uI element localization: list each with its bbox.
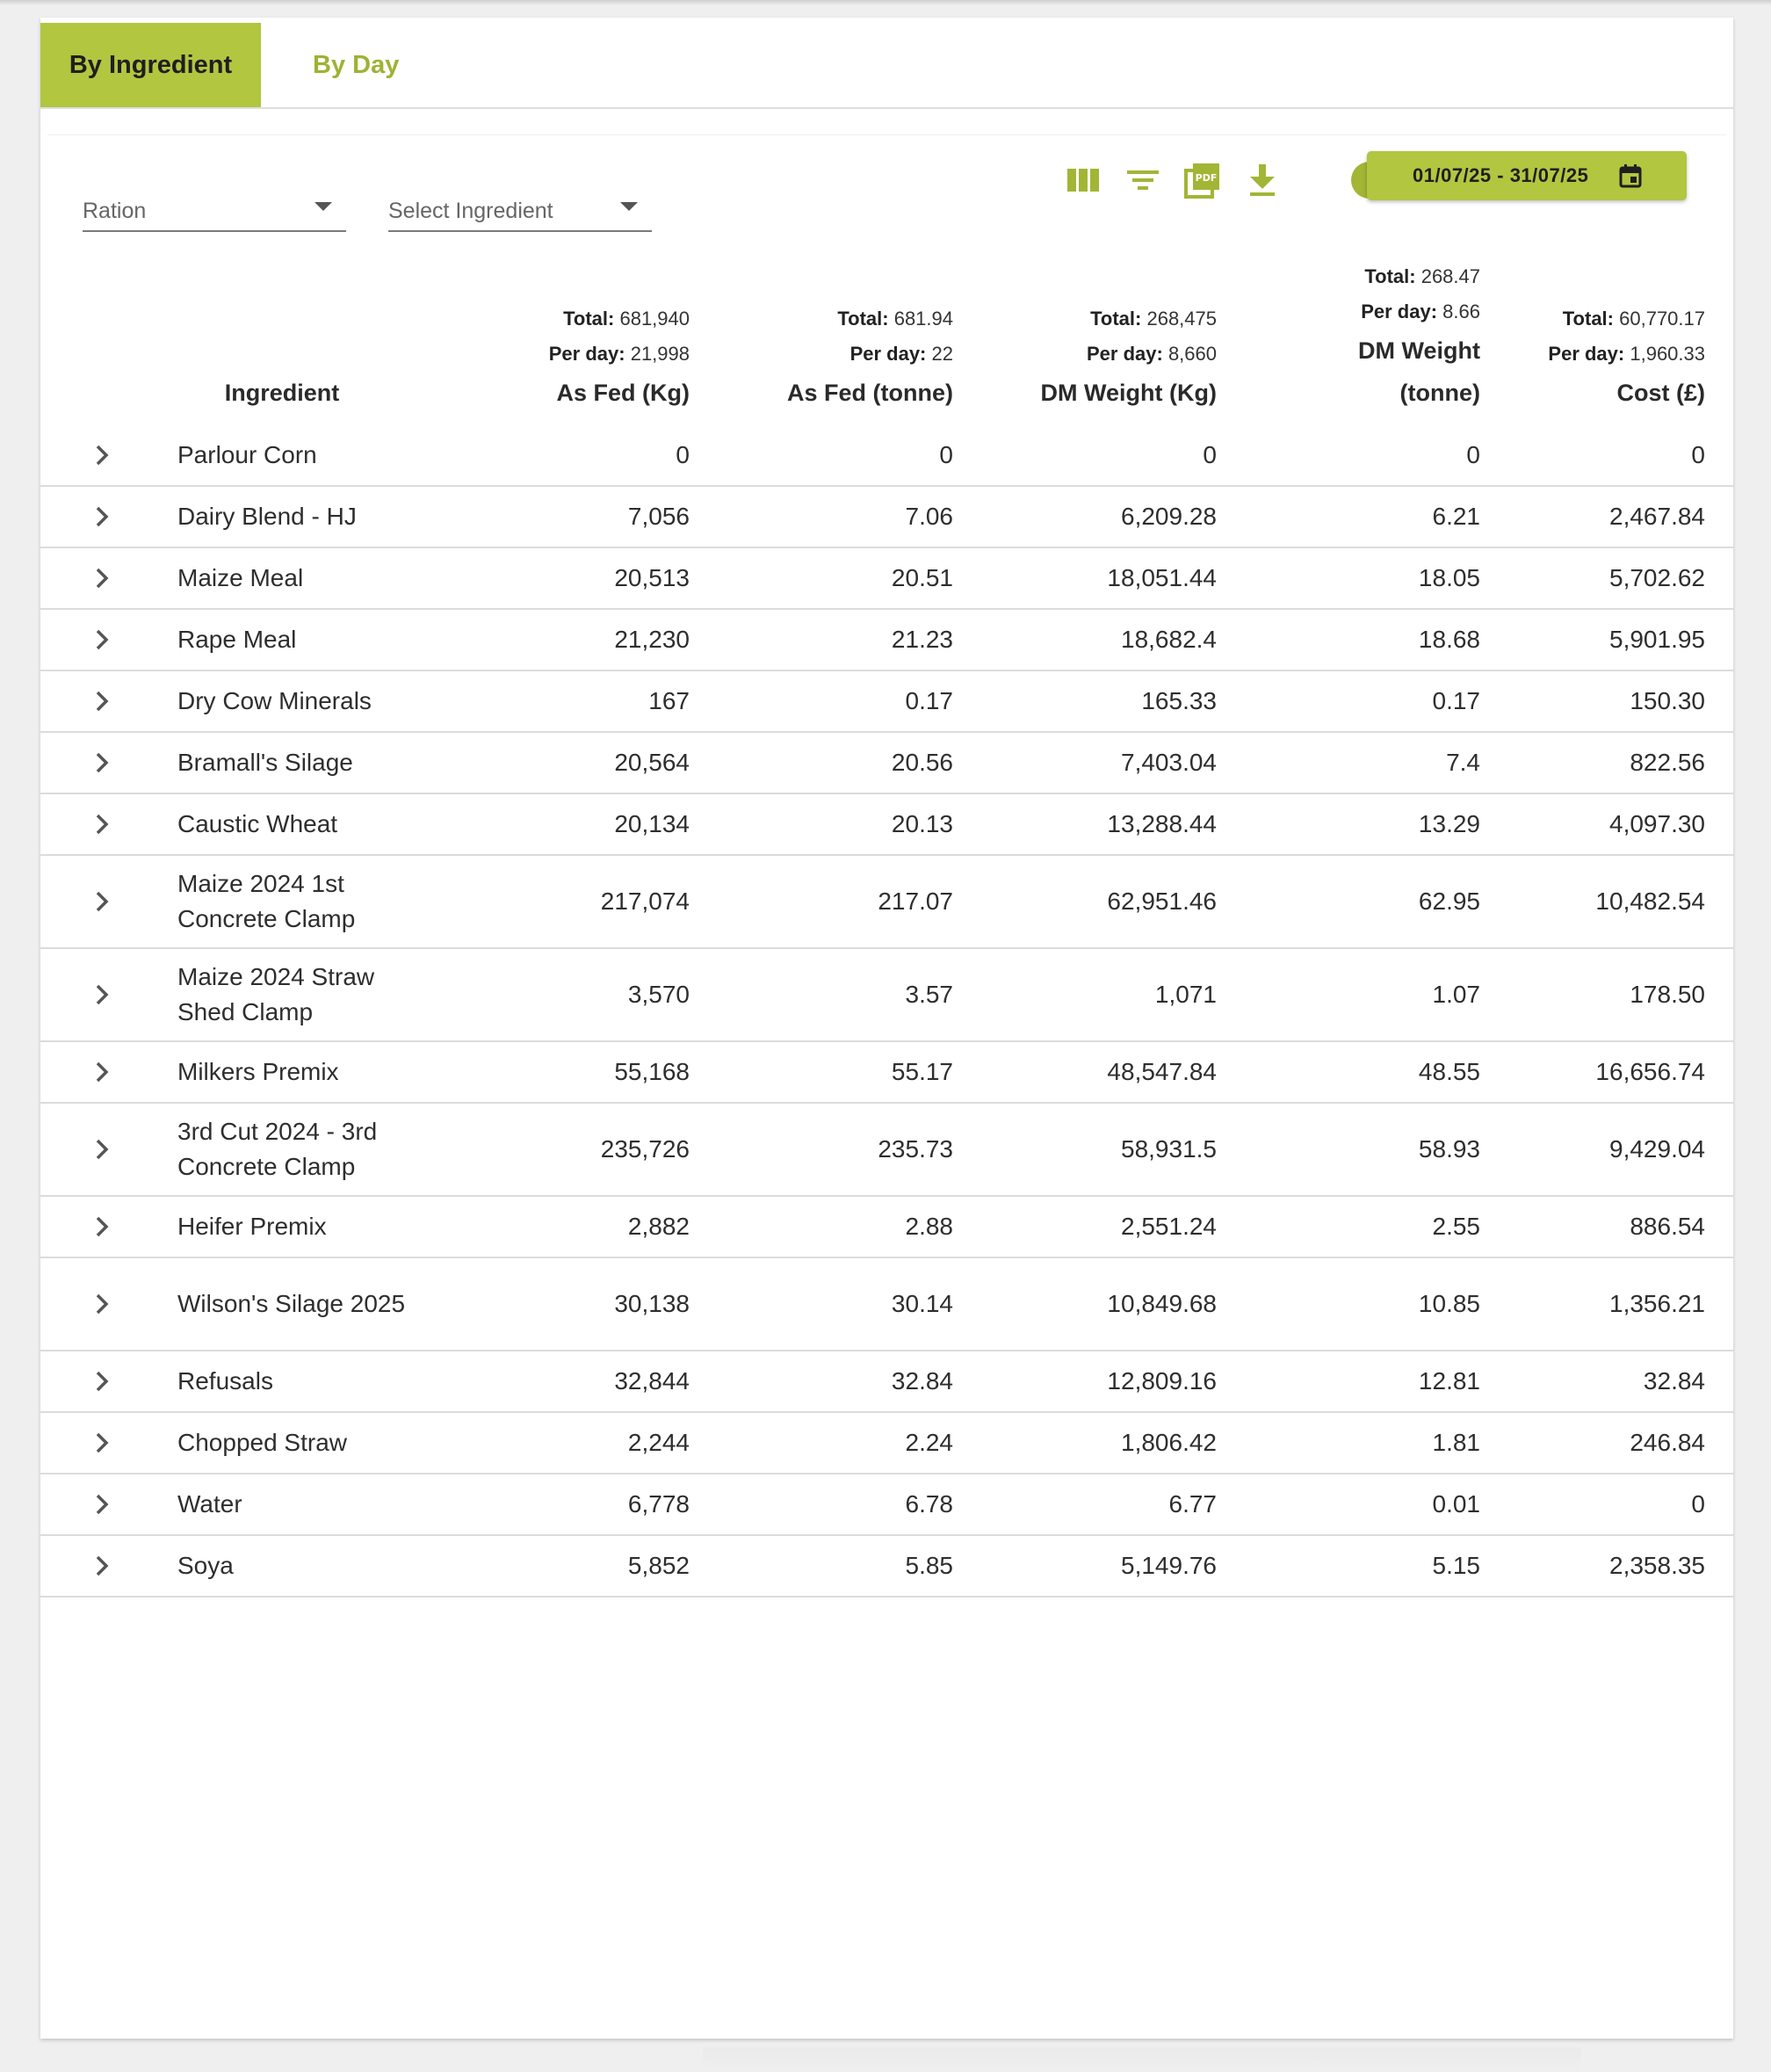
table-cell: 55,168	[614, 1058, 690, 1085]
chevron-right-icon[interactable]	[86, 1427, 118, 1459]
table-cell: 7,403.04	[1121, 749, 1217, 776]
table-cell: 2.55	[1432, 1213, 1480, 1240]
table-cell: 6,209.28	[1121, 503, 1217, 530]
chevron-right-icon[interactable]	[86, 1134, 118, 1165]
table-row[interactable]	[40, 1258, 1733, 1351]
table-cell: 886.54	[1630, 1213, 1705, 1240]
table-cell: 32.84	[1643, 1367, 1705, 1395]
table-row[interactable]	[40, 949, 1733, 1042]
filter-icon	[1125, 165, 1160, 195]
header-per-day: Per day: 8,660	[1086, 343, 1217, 365]
header-total: Total: 60,770.17	[1562, 308, 1705, 330]
chevron-right-icon[interactable]	[86, 439, 118, 471]
chevron-right-icon[interactable]	[86, 501, 118, 532]
table-cell: 2.24	[905, 1429, 953, 1456]
calendar-icon	[1618, 163, 1643, 188]
pdf-icon	[1184, 162, 1221, 199]
divider	[47, 134, 1726, 135]
table-row[interactable]	[40, 856, 1733, 949]
table-cell: 1,806.42	[1121, 1429, 1217, 1456]
table-cell: 0	[1466, 441, 1480, 468]
header-cost-title: Cost (£)	[1616, 380, 1705, 406]
table-cell: 18,051.44	[1107, 564, 1217, 591]
table-cell: 9,429.04	[1609, 1135, 1705, 1163]
chevron-right-icon[interactable]	[86, 624, 118, 656]
ingredient-name: Dairy Blend - HJ	[177, 503, 357, 530]
ingredient-name: Heifer Premix	[177, 1213, 327, 1240]
columns-button[interactable]	[1061, 158, 1105, 202]
table-cell: 0	[1203, 441, 1217, 468]
table-cell: 5.85	[905, 1552, 953, 1579]
table-cell: 3,570	[627, 981, 690, 1008]
chevron-right-icon[interactable]	[86, 808, 118, 840]
header-ingredient-title: Ingredient	[224, 380, 340, 406]
report-card	[40, 18, 1733, 2039]
ingredient-select[interactable]	[388, 176, 652, 232]
ingredient-name: Dry Cow Minerals	[177, 687, 372, 714]
table-cell: 20.51	[891, 564, 953, 591]
table-cell: 18.05	[1418, 564, 1480, 591]
table-row[interactable]	[40, 1197, 1733, 1258]
table-cell: 21.23	[891, 626, 953, 653]
table-cell: 5,149.76	[1121, 1552, 1217, 1579]
filter-button[interactable]	[1121, 158, 1165, 202]
ingredient-name: Caustic Wheat	[177, 810, 338, 837]
header-per-day: Per day: 1,960.33	[1548, 343, 1705, 365]
pdf-export-button[interactable]	[1181, 158, 1225, 202]
table-cell: 246.84	[1630, 1429, 1705, 1456]
table-cell: 165.33	[1141, 687, 1217, 714]
table-cell: 0.01	[1432, 1490, 1480, 1518]
table-row[interactable]	[40, 733, 1733, 794]
header-per-day: Per day: 21,998	[548, 343, 690, 365]
table-cell: 58,931.5	[1121, 1135, 1217, 1163]
table-cell: 48,547.84	[1107, 1058, 1217, 1085]
table-cell: 20,134	[614, 810, 690, 837]
table-cell: 0	[939, 441, 953, 468]
table-cell: 5,702.62	[1609, 564, 1705, 591]
table-cell: 12.81	[1418, 1367, 1480, 1395]
date-range-button[interactable]	[1367, 151, 1687, 200]
table-cell: 235,726	[600, 1135, 690, 1163]
chevron-down-icon	[620, 202, 638, 211]
chevron-right-icon[interactable]	[86, 1550, 118, 1582]
table-cell: 30.14	[891, 1290, 953, 1317]
bottom-shadow	[703, 2047, 1581, 2072]
table-cell: 20.56	[891, 749, 953, 776]
table-row[interactable]	[40, 794, 1733, 856]
ingredient-name: Chopped Straw	[177, 1429, 348, 1456]
header-per-day: Per day: 22	[849, 343, 953, 365]
ingredient-name: Wilson's Silage 2025	[177, 1290, 406, 1317]
table-cell: 62.95	[1418, 887, 1480, 915]
table-cell: 16,656.74	[1595, 1058, 1705, 1085]
table-cell: 5,901.95	[1609, 626, 1705, 653]
table-cell: 6.21	[1432, 503, 1480, 530]
table-cell: 21,230	[614, 626, 690, 653]
table-cell: 7.4	[1446, 749, 1480, 776]
table-row[interactable]	[40, 1351, 1733, 1413]
table-cell: 12,809.16	[1107, 1367, 1217, 1395]
ingredient-name: Bramall's Silage	[177, 749, 353, 776]
table-cell: 2,244	[627, 1429, 690, 1456]
table-cell: 18,682.4	[1121, 626, 1217, 653]
table-cell: 30,138	[614, 1290, 690, 1317]
table-body	[40, 425, 1733, 1597]
table-cell: 0	[1691, 1490, 1705, 1518]
header-dm-weight-kg-title: DM Weight (Kg)	[1040, 380, 1217, 406]
table-cell: 18.68	[1418, 626, 1480, 653]
header-cost[interactable]	[1548, 301, 1705, 414]
chevron-right-icon[interactable]	[86, 1489, 118, 1520]
table-cell: 32,844	[614, 1367, 690, 1395]
table-cell: 0	[676, 441, 690, 468]
header-per-day: Per day: 8.66	[1361, 301, 1480, 322]
ingredient-name: Soya	[177, 1552, 234, 1579]
table-cell: 150.30	[1630, 687, 1705, 714]
chevron-right-icon[interactable]	[86, 562, 118, 594]
table-cell: 13.29	[1418, 810, 1480, 837]
table-cell: 55.17	[891, 1058, 953, 1085]
table-cell: 2,551.24	[1121, 1213, 1217, 1240]
ingredient-name: Maize 2024 1st Concrete Clamp	[177, 870, 356, 932]
table-cell: 1.81	[1432, 1429, 1480, 1456]
table-cell: 822.56	[1630, 749, 1705, 776]
header-ingredient[interactable]	[181, 372, 383, 414]
table-cell: 1,356.21	[1609, 1290, 1705, 1317]
ingredient-name: Refusals	[177, 1367, 273, 1395]
ingredient-select-placeholder: Select Ingredient	[388, 199, 553, 223]
table-cell: 20.13	[891, 810, 953, 837]
table-row[interactable]	[40, 671, 1733, 733]
svg-text:PDF: PDF	[1195, 172, 1218, 184]
ingredient-name: Maize Meal	[177, 564, 304, 591]
table-row[interactable]	[40, 610, 1733, 671]
ingredient-name: Milkers Premix	[177, 1058, 339, 1085]
header-as-fed-kg[interactable]	[549, 301, 690, 414]
date-range-label: 01/07/25 - 31/07/25	[1413, 164, 1589, 186]
table-cell: 5,852	[627, 1552, 690, 1579]
header-dm-weight-tonne-title-1: DM Weight	[1358, 337, 1480, 364]
table-cell: 20,564	[614, 749, 690, 776]
table-cell: 10,482.54	[1595, 887, 1705, 915]
table-row[interactable]	[40, 1413, 1733, 1474]
ingredient-name: Rape Meal	[177, 626, 297, 653]
table-cell: 217.07	[878, 887, 953, 915]
header-total: Total: 268,475	[1090, 308, 1217, 330]
ingredient-name: Water	[177, 1490, 242, 1518]
header-dm-weight-tonne-title-2: (tonne)	[1399, 380, 1480, 406]
chevron-down-icon	[314, 202, 332, 211]
chevron-right-icon[interactable]	[86, 747, 118, 779]
table-cell: 2,467.84	[1609, 503, 1705, 530]
chevron-right-icon[interactable]	[86, 1056, 118, 1088]
download-button[interactable]	[1240, 158, 1284, 202]
table-cell: 2.88	[905, 1213, 953, 1240]
header-total: Total: 268.47	[1364, 265, 1480, 287]
table-row[interactable]	[40, 1104, 1733, 1197]
table-cell: 6,778	[627, 1490, 690, 1518]
ingredient-name: Maize 2024 Straw Shed Clamp	[177, 963, 375, 1025]
ration-select-placeholder: Ration	[83, 199, 147, 223]
table-cell: 13,288.44	[1107, 810, 1217, 837]
table-cell: 178.50	[1630, 981, 1705, 1008]
table-cell: 0.17	[1432, 687, 1480, 714]
chevron-right-icon[interactable]	[86, 1211, 118, 1242]
table-cell: 10,849.68	[1107, 1290, 1217, 1317]
chevron-right-icon[interactable]	[86, 886, 118, 917]
header-dm-weight-tonne[interactable]	[1358, 259, 1480, 414]
table-cell: 3.57	[905, 981, 953, 1008]
table-cell: 235.73	[878, 1135, 953, 1163]
table-cell: 6.78	[905, 1490, 953, 1518]
header-as-fed-tonne-title: As Fed (tonne)	[787, 380, 953, 406]
header-as-fed-kg-title: As Fed (Kg)	[556, 380, 690, 406]
table-cell: 2,882	[627, 1213, 690, 1240]
chevron-right-icon[interactable]	[86, 1288, 118, 1320]
header-as-fed-tonne[interactable]	[787, 301, 953, 414]
top-shadow	[0, 0, 1771, 5]
chevron-right-icon[interactable]	[86, 979, 118, 1011]
tab-bar	[40, 23, 1733, 109]
tab-by-ingredient[interactable]: By Ingredient	[40, 23, 261, 107]
table-cell: 0	[1691, 441, 1705, 468]
columns-icon	[1066, 165, 1101, 195]
table-row[interactable]	[40, 1536, 1733, 1597]
ration-select[interactable]	[83, 176, 346, 232]
header-dm-weight-kg[interactable]	[1041, 301, 1217, 414]
table-cell: 20,513	[614, 564, 690, 591]
table-cell: 48.55	[1418, 1058, 1480, 1085]
table-cell: 10.85	[1418, 1290, 1480, 1317]
table-cell: 2,358.35	[1609, 1552, 1705, 1579]
header-total: Total: 681.94	[837, 308, 953, 330]
table-cell: 6.77	[1168, 1490, 1217, 1518]
table-cell: 62,951.46	[1107, 887, 1217, 915]
table-cell: 4,097.30	[1609, 810, 1705, 837]
ingredient-name: 3rd Cut 2024 - 3rd Concrete Clamp	[177, 1118, 378, 1180]
chevron-right-icon[interactable]	[86, 685, 118, 717]
tab-by-day[interactable]: By Day	[313, 51, 400, 79]
table-cell: 217,074	[600, 887, 690, 915]
table-cell: 167	[648, 687, 690, 714]
table-cell: 7.06	[905, 503, 953, 530]
table-row[interactable]	[40, 425, 1733, 487]
table-cell: 32.84	[891, 1367, 953, 1395]
table-row[interactable]	[40, 487, 1733, 548]
download-icon	[1247, 163, 1278, 198]
table-cell: 0.17	[905, 687, 953, 714]
table-cell: 7,056	[627, 503, 690, 530]
table-row[interactable]	[40, 548, 1733, 610]
chevron-right-icon[interactable]	[86, 1366, 118, 1397]
table-cell: 58.93	[1418, 1135, 1480, 1163]
table-cell: 1,071	[1154, 981, 1217, 1008]
table-cell: 5.15	[1432, 1552, 1480, 1579]
ingredient-name: Parlour Corn	[177, 441, 317, 468]
header-total: Total: 681,940	[563, 308, 690, 330]
table-row[interactable]	[40, 1042, 1733, 1104]
table-row[interactable]	[40, 1474, 1733, 1536]
table-cell: 1.07	[1432, 981, 1480, 1008]
